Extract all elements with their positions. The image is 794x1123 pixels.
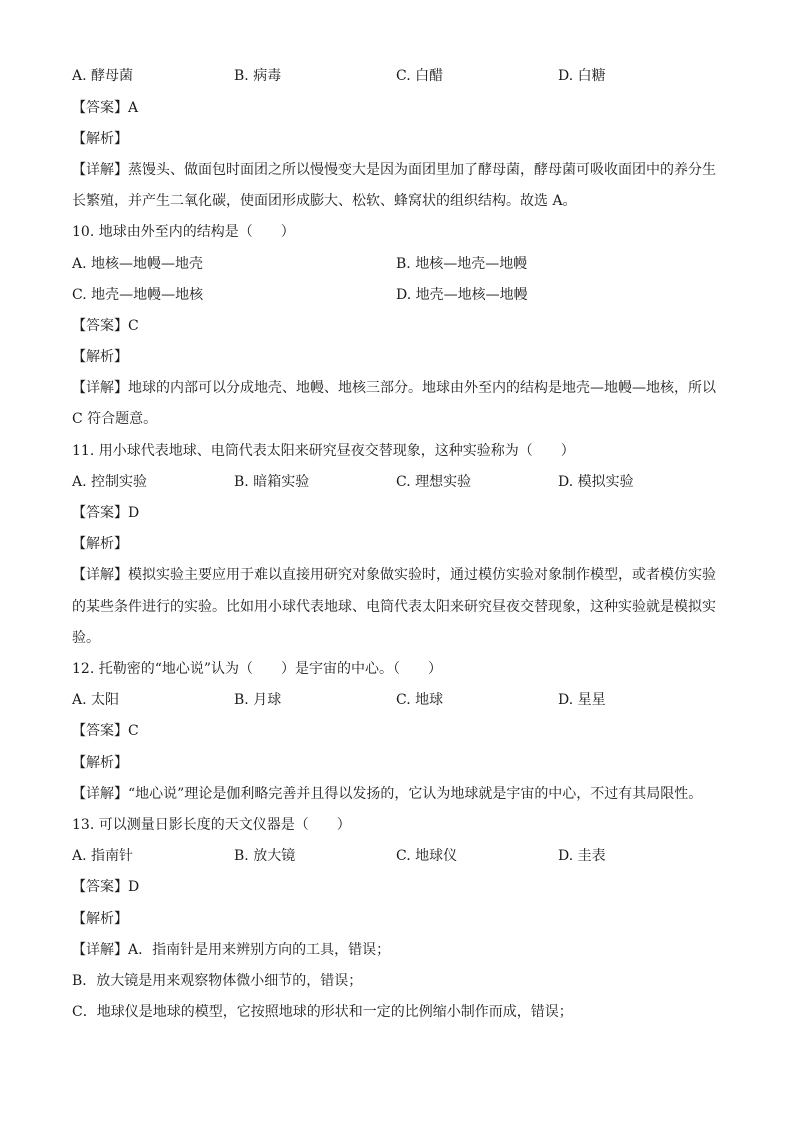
q9-detail-line-2: 长繁殖，并产生二氧化碳，使面团形成膨大、松软、蜂窝状的组织结构。故选 A。: [72, 193, 577, 209]
q11-detail-line-1: 【详解】模拟实验主要应用于难以直接用研究对象做实验时，通过模仿实验对象制作模型，或者模仿实验: [72, 567, 716, 583]
q10-answer: 【答案】C: [72, 318, 139, 334]
q10-question: 10. 地球由外至内的结构是（ ）: [72, 224, 295, 240]
q10-option-b: B. 地核—地壳—地幔: [396, 256, 528, 272]
q13-analysis-label: 【解析】: [72, 911, 128, 927]
q13-detail-line-3: C．地球仪是地球的模型，它按照地球的形状和一定的比例缩小制作而成，错误；: [72, 1004, 573, 1020]
q11-option-c: C. 理想实验: [396, 474, 472, 490]
q10-option-a: A. 地核—地幔—地壳: [72, 256, 204, 272]
q11-option-d: D. 模拟实验: [558, 474, 634, 490]
q11-option-b: B. 暗箱实验: [234, 474, 310, 490]
q10-option-d: D. 地壳—地核—地幔: [396, 287, 528, 303]
q9-analysis-label: 【解析】: [72, 131, 128, 147]
q11-detail-line-3: 验。: [72, 630, 100, 646]
q11-analysis-label: 【解析】: [72, 536, 128, 552]
q11-question: 11. 用小球代表地球、电筒代表太阳来研究昼夜交替现象，这种实验称为（ ）: [72, 443, 575, 459]
q11-option-a: A. 控制实验: [72, 474, 148, 490]
q12-detail-line-1: 【详解】“地心说”理论是伽利略完善并且得以发扬的，它认为地球就是宇宙的中心，不过有其局限性。: [72, 786, 703, 802]
q13-answer: 【答案】D: [72, 879, 140, 895]
q9-option-c: C. 白醋: [396, 68, 444, 84]
q13-question: 13. 可以测量日影长度的天文仪器是（ ）: [72, 817, 351, 833]
q9-option-a: A. 酵母菌: [72, 68, 134, 84]
q9-detail-line-1: 【详解】蒸馒头、做面包时面团之所以慢慢变大是因为面团里加了酵母菌，酵母菌可吸收面团中的养分生: [72, 162, 716, 178]
q9-option-b: B. 病毒: [234, 68, 282, 84]
q13-detail-line-2: B．放大镜是用来观察物体微小细节的，错误；: [72, 973, 363, 989]
q13-option-b: B. 放大镜: [234, 848, 296, 864]
q12-option-c: C. 地球: [396, 692, 444, 708]
q10-option-c: C. 地壳—地幔—地核: [72, 287, 204, 303]
q11-answer: 【答案】D: [72, 505, 140, 521]
q9-option-d: D. 白糖: [558, 68, 606, 84]
q10-detail-line-1: 【详解】地球的内部可以分成地壳、地幔、地核三部分。地球由外至内的结构是地壳—地幔—地核，所以: [72, 380, 716, 396]
q13-option-d: D. 圭表: [558, 848, 606, 864]
q10-analysis-label: 【解析】: [72, 349, 128, 365]
q12-analysis-label: 【解析】: [72, 755, 128, 771]
q12-option-d: D. 星星: [558, 692, 606, 708]
q13-option-a: A. 指南针: [72, 848, 134, 864]
q11-detail-line-2: 的某些条件进行的实验。比如用小球代表地球、电筒代表太阳来研究昼夜交替现象，这种实验就是模拟实: [72, 599, 716, 615]
q12-answer: 【答案】C: [72, 723, 139, 739]
q12-option-b: B. 月球: [234, 692, 282, 708]
q12-question: 12. 托勒密的“地心说”认为（ ）是宇宙的中心。（ ）: [72, 661, 443, 677]
q13-option-c: C. 地球仪: [396, 848, 458, 864]
q12-option-a: A. 太阳: [72, 692, 120, 708]
q10-detail-line-2: C 符合题意。: [72, 411, 158, 427]
q13-detail-line-1: 【详解】A．指南针是用来辨别方向的工具，错误；: [72, 942, 391, 958]
q9-answer: 【答案】A: [72, 100, 139, 116]
